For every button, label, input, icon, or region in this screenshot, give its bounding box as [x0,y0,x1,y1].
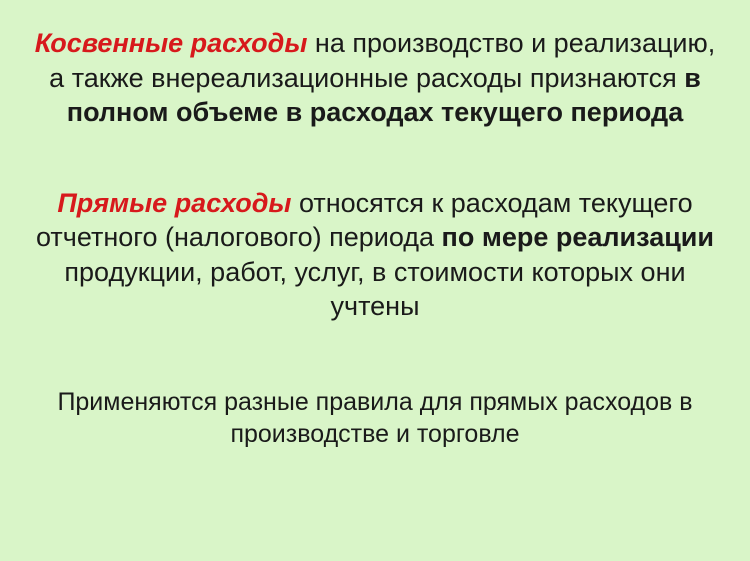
direct-costs-text-tail: продукции, работ, услуг, в стоимости которых они учтены [64,256,686,322]
different-rules-text: Применяются разные правила для прямых расходов в производстве и торговле [57,387,693,448]
paragraph-direct-costs [24,186,726,324]
term-indirect-costs: Косвенные расходы [34,28,308,58]
indirect-costs-text-emphasis: в полном объеме в расходах текущего периода [66,62,701,128]
indirect-costs-text-middle: на производство и реализацию, а также внереализационные расходы признаются [49,28,716,93]
paragraph-indirect-costs [24,26,726,130]
direct-costs-text-emphasis: по мере реализации [441,222,714,253]
direct-costs-text-middle: относятся к расходам текущего отчетного (налогового) периода [35,187,693,253]
term-direct-costs: Прямые расходы [57,187,292,218]
paragraph-different-rules [24,386,726,450]
